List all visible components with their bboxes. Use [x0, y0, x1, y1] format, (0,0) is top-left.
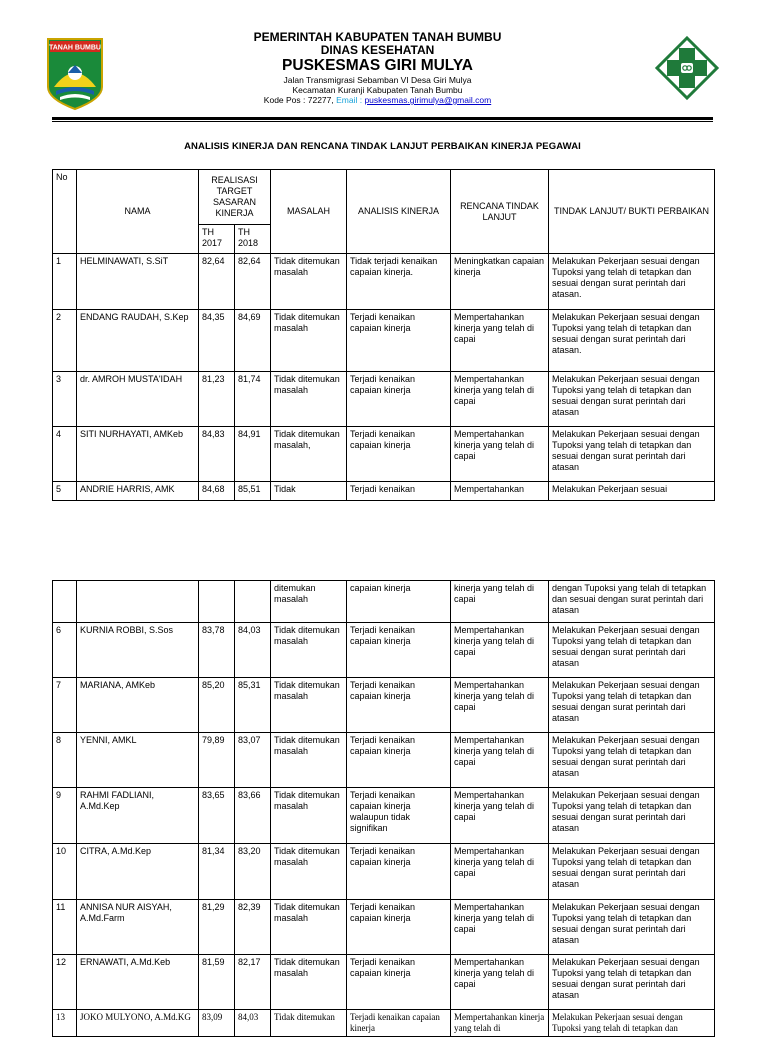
cell-nama: YENNI, AMKL [77, 733, 199, 788]
cell-th2018: 85,31 [235, 678, 271, 733]
emblem-label: TANAH BUMBU [49, 44, 101, 52]
puskesmas-logo-icon [655, 36, 719, 100]
cell-th2017: 83,78 [199, 623, 235, 678]
table-row [53, 310, 715, 372]
cell-no [53, 581, 77, 623]
cell-th2018: 85,51 [235, 482, 271, 501]
cell-rencana: Mempertahankan kinerja yang telah di capai [451, 844, 549, 900]
email-label: Email : [333, 95, 365, 105]
address-line-2: Kecamatan Kuranji Kabupaten Tanah Bumbu [292, 85, 463, 95]
cell-analisis: capaian kinerja [347, 581, 451, 623]
cell-th2018: 82,64 [235, 254, 271, 310]
cell-tindak: Melakukan Pekerjaan sesuai dengan Tupoksi yang telah di tetapkan dan sesuai dengan surat perintah dari atasan [549, 844, 715, 900]
cell-masalah: Tidak ditemukan masalah [271, 310, 347, 372]
cell-nama: HELMINAWATI, S.SiT [77, 254, 199, 310]
cell-nama: JOKO MULYONO, A.Md.KG [77, 1010, 199, 1037]
cell-analisis: Terjadi kenaikan capaian kinerja [347, 844, 451, 900]
cell-tindak: Melakukan Pekerjaan sesuai dengan Tupoksi yang telah di tetapkan dan sesuai dengan surat perintah dari atasan. [549, 310, 715, 372]
header-th2017: TH 2017 [199, 225, 235, 254]
cell-th2018: 84,03 [235, 623, 271, 678]
cell-tindak: Melakukan Pekerjaan sesuai dengan Tupoksi yang telah di tetapkan dan sesuai dengan surat perintah dari atasan [549, 372, 715, 427]
table-row [53, 788, 715, 844]
cell-analisis: Terjadi kenaikan capaian kinerja [347, 310, 451, 372]
email-link[interactable]: puskesmas.girimulya@gmail.com [364, 95, 492, 105]
page-2-rows [53, 581, 715, 1037]
cell-nama: RAHMI FADLIANI, A.Md.Kep [77, 788, 199, 844]
cell-tindak: dengan Tupoksi yang telah di tetapkan dan sesuai dengan surat perintah dari atasan [549, 581, 715, 623]
cell-tindak: Melakukan Pekerjaan sesuai dengan Tupoksi yang telah di tetapkan dan sesuai dengan surat perintah dari atasan [549, 733, 715, 788]
cell-rencana: Meningkatkan capaian kinerja [451, 254, 549, 310]
cell-th2017: 85,20 [199, 678, 235, 733]
table-row [53, 733, 715, 788]
cell-tindak: Melakukan Pekerjaan sesuai dengan Tupoksi yang telah di tetapkan dan sesuai dengan surat perintah dari atasan [549, 900, 715, 955]
cell-no: 1 [53, 254, 77, 310]
cell-analisis: Terjadi kenaikan capaian kinerja [347, 372, 451, 427]
letterhead-text [200, 30, 555, 105]
cell-rencana: Mempertahankan kinerja yang telah di capai [451, 427, 549, 482]
page-1-rows [53, 254, 715, 501]
address-line-1: Jalan Transmigrasi Sebamban VI Desa Giri Mulya [283, 75, 472, 85]
cell-no: 12 [53, 955, 77, 1010]
header-nama: NAMA [77, 170, 199, 254]
cell-rencana: kinerja yang telah di capai [451, 581, 549, 623]
cell-tindak: Melakukan Pekerjaan sesuai dengan Tupoksi yang telah di tetapkan dan sesuai dengan surat perintah dari atasan. [549, 254, 715, 310]
cell-rencana: Mempertahankan kinerja yang telah di capai [451, 372, 549, 427]
table-row [53, 844, 715, 900]
cell-analisis: Terjadi kenaikan capaian kinerja [347, 427, 451, 482]
cell-rencana: Mempertahankan kinerja yang telah di capai [451, 310, 549, 372]
cell-masalah: Tidak ditemukan [271, 1010, 347, 1037]
letterhead [0, 0, 768, 124]
cell-nama: MARIANA, AMKeb [77, 678, 199, 733]
cell-no: 13 [53, 1010, 77, 1037]
performance-table-page-2 [52, 580, 715, 1037]
cell-masalah: ditemukan masalah [271, 581, 347, 623]
cell-th2017: 82,64 [199, 254, 235, 310]
cell-th2017: 81,59 [199, 955, 235, 1010]
table-row [53, 482, 715, 501]
cell-rencana: Mempertahankan kinerja yang telah di capai [451, 900, 549, 955]
table-row [53, 372, 715, 427]
cell-th2018: 82,39 [235, 900, 271, 955]
cell-nama: CITRA, A.Md.Kep [77, 844, 199, 900]
cell-masalah: Tidak ditemukan masalah [271, 900, 347, 955]
cell-rencana: Mempertahankan kinerja yang telah di capai [451, 678, 549, 733]
header-tindak-lanjut: TINDAK LANJUT/ BUKTI PERBAIKAN [549, 170, 715, 254]
cell-th2017: 81,34 [199, 844, 235, 900]
cell-analisis: Terjadi kenaikan capaian kinerja [347, 1010, 451, 1037]
cell-nama: ERNAWATI, A.Md.Keb [77, 955, 199, 1010]
header-masalah: MASALAH [271, 170, 347, 254]
cell-no: 3 [53, 372, 77, 427]
header-realisasi: REALISASI TARGET SASARAN KINERJA [199, 170, 271, 225]
cell-masalah: Tidak ditemukan masalah [271, 623, 347, 678]
cell-tindak: Melakukan Pekerjaan sesuai dengan Tupoksi yang telah di tetapkan dan sesuai dengan surat perintah dari atasan [549, 955, 715, 1010]
cell-rencana: Mempertahankan kinerja yang telah di capai [451, 788, 549, 844]
cell-no: 11 [53, 900, 77, 955]
cell-th2018: 84,03 [235, 1010, 271, 1037]
performance-table-page-1 [52, 169, 715, 501]
cell-nama: ENDANG RAUDAH, S.Kep [77, 310, 199, 372]
cell-th2017: 81,29 [199, 900, 235, 955]
cell-no: 4 [53, 427, 77, 482]
table-row [53, 900, 715, 955]
cell-masalah: Tidak ditemukan masalah [271, 733, 347, 788]
table-row [53, 427, 715, 482]
cell-masalah: Tidak ditemukan masalah [271, 955, 347, 1010]
cell-masalah: Tidak ditemukan masalah, [271, 427, 347, 482]
table-row [53, 623, 715, 678]
cell-th2018: 83,66 [235, 788, 271, 844]
cell-analisis: Terjadi kenaikan capaian kinerja walaupun tidak signifikan [347, 788, 451, 844]
letterhead-rule [52, 117, 713, 120]
cell-nama: dr. AMROH MUSTA'IDAH [77, 372, 199, 427]
cell-analisis: Terjadi kenaikan capaian kinerja [347, 623, 451, 678]
cell-rencana: Mempertahankan kinerja yang telah di [451, 1010, 549, 1037]
cell-analisis: Terjadi kenaikan [347, 482, 451, 501]
cell-th2017: 81,23 [199, 372, 235, 427]
cell-tindak: Melakukan Pekerjaan sesuai dengan Tupoksi yang telah di tetapkan dan sesuai dengan surat perintah dari atasan [549, 623, 715, 678]
cell-analisis: Terjadi kenaikan capaian kinerja [347, 955, 451, 1010]
cell-th2018: 83,20 [235, 844, 271, 900]
cell-masalah: Tidak ditemukan masalah [271, 372, 347, 427]
department-name: DINAS KESEHATAN [320, 43, 435, 57]
table-row [53, 1010, 715, 1037]
cell-no: 6 [53, 623, 77, 678]
cell-nama: KURNIA ROBBI, S.Sos [77, 623, 199, 678]
cell-th2018: 84,91 [235, 427, 271, 482]
cell-th2017: 84,83 [199, 427, 235, 482]
cell-no: 10 [53, 844, 77, 900]
cell-masalah: Tidak ditemukan masalah [271, 678, 347, 733]
header-rencana: RENCANA TINDAK LANJUT [451, 170, 549, 254]
cell-rencana: Mempertahankan kinerja yang telah di capai [451, 733, 549, 788]
cell-nama [77, 581, 199, 623]
cell-rencana: Mempertahankan [451, 482, 549, 501]
cell-no: 9 [53, 788, 77, 844]
cell-analisis: Terjadi kenaikan capaian kinerja [347, 678, 451, 733]
cell-rencana: Mempertahankan kinerja yang telah di capai [451, 955, 549, 1010]
tanah-bumbu-emblem-icon [46, 37, 104, 111]
puskesmas-name: PUSKESMAS GIRI MULYA [282, 57, 473, 74]
cell-th2018 [235, 581, 271, 623]
cell-th2017: 83,09 [199, 1010, 235, 1037]
header-th2018: TH 2018 [235, 225, 271, 254]
postal-code: Kode Pos : 72277, [263, 95, 334, 105]
cell-th2018: 81,74 [235, 372, 271, 427]
cell-rencana: Mempertahankan kinerja yang telah di capai [451, 623, 549, 678]
continuation-row [53, 581, 715, 623]
cell-tindak: Melakukan Pekerjaan sesuai dengan Tupoksi yang telah di tetapkan dan sesuai dengan surat perintah dari atasan [549, 788, 715, 844]
cell-tindak: Melakukan Pekerjaan sesuai dengan Tupoksi yang telah di tetapkan dan sesuai dengan surat perintah dari atasan [549, 427, 715, 482]
cell-tindak: Melakukan Pekerjaan sesuai dengan Tupoksi yang telah di tetapkan dan sesuai dengan surat perintah dari atasan [549, 678, 715, 733]
header-no: No [53, 170, 77, 254]
document-title: ANALISIS KINERJA DAN RENCANA TINDAK LANJUT PERBAIKAN KINERJA PEGAWAI [184, 141, 581, 152]
cell-masalah: Tidak [271, 482, 347, 501]
cell-masalah: Tidak ditemukan masalah [271, 844, 347, 900]
cell-masalah: Tidak ditemukan masalah [271, 788, 347, 844]
cell-nama: ANDRIE HARRIS, AMK [77, 482, 199, 501]
cell-th2017 [199, 581, 235, 623]
cell-analisis: Tidak terjadi kenaikan capaian kinerja. [347, 254, 451, 310]
cell-th2017: 84,68 [199, 482, 235, 501]
table-row [53, 955, 715, 1010]
cell-analisis: Terjadi kenaikan capaian kinerja [347, 900, 451, 955]
cell-no: 5 [53, 482, 77, 501]
cell-th2018: 84,69 [235, 310, 271, 372]
cell-th2017: 79,89 [199, 733, 235, 788]
cell-no: 8 [53, 733, 77, 788]
letterhead-rule-thin [52, 121, 713, 122]
contact-line [200, 95, 555, 105]
cell-th2017: 84,35 [199, 310, 235, 372]
cell-masalah: Tidak ditemukan masalah [271, 254, 347, 310]
government-name: PEMERINTAH KABUPATEN TANAH BUMBU [253, 30, 502, 44]
cell-nama: ANNISA NUR AISYAH, A.Md.Farm [77, 900, 199, 955]
cell-analisis: Terjadi kenaikan capaian kinerja [347, 733, 451, 788]
cell-th2017: 83,65 [199, 788, 235, 844]
cell-no: 7 [53, 678, 77, 733]
cell-tindak: Melakukan Pekerjaan sesuai [549, 482, 715, 501]
cell-tindak: Melakukan Pekerjaan sesuai dengan Tupoksi yang telah di tetapkan dan [549, 1010, 715, 1037]
header-analisis: ANALISIS KINERJA [347, 170, 451, 254]
table-row [53, 678, 715, 733]
cell-th2018: 82,17 [235, 955, 271, 1010]
cell-th2018: 83,07 [235, 733, 271, 788]
cell-no: 2 [53, 310, 77, 372]
cell-nama: SITI NURHAYATI, AMKeb [77, 427, 199, 482]
table-row [53, 254, 715, 310]
